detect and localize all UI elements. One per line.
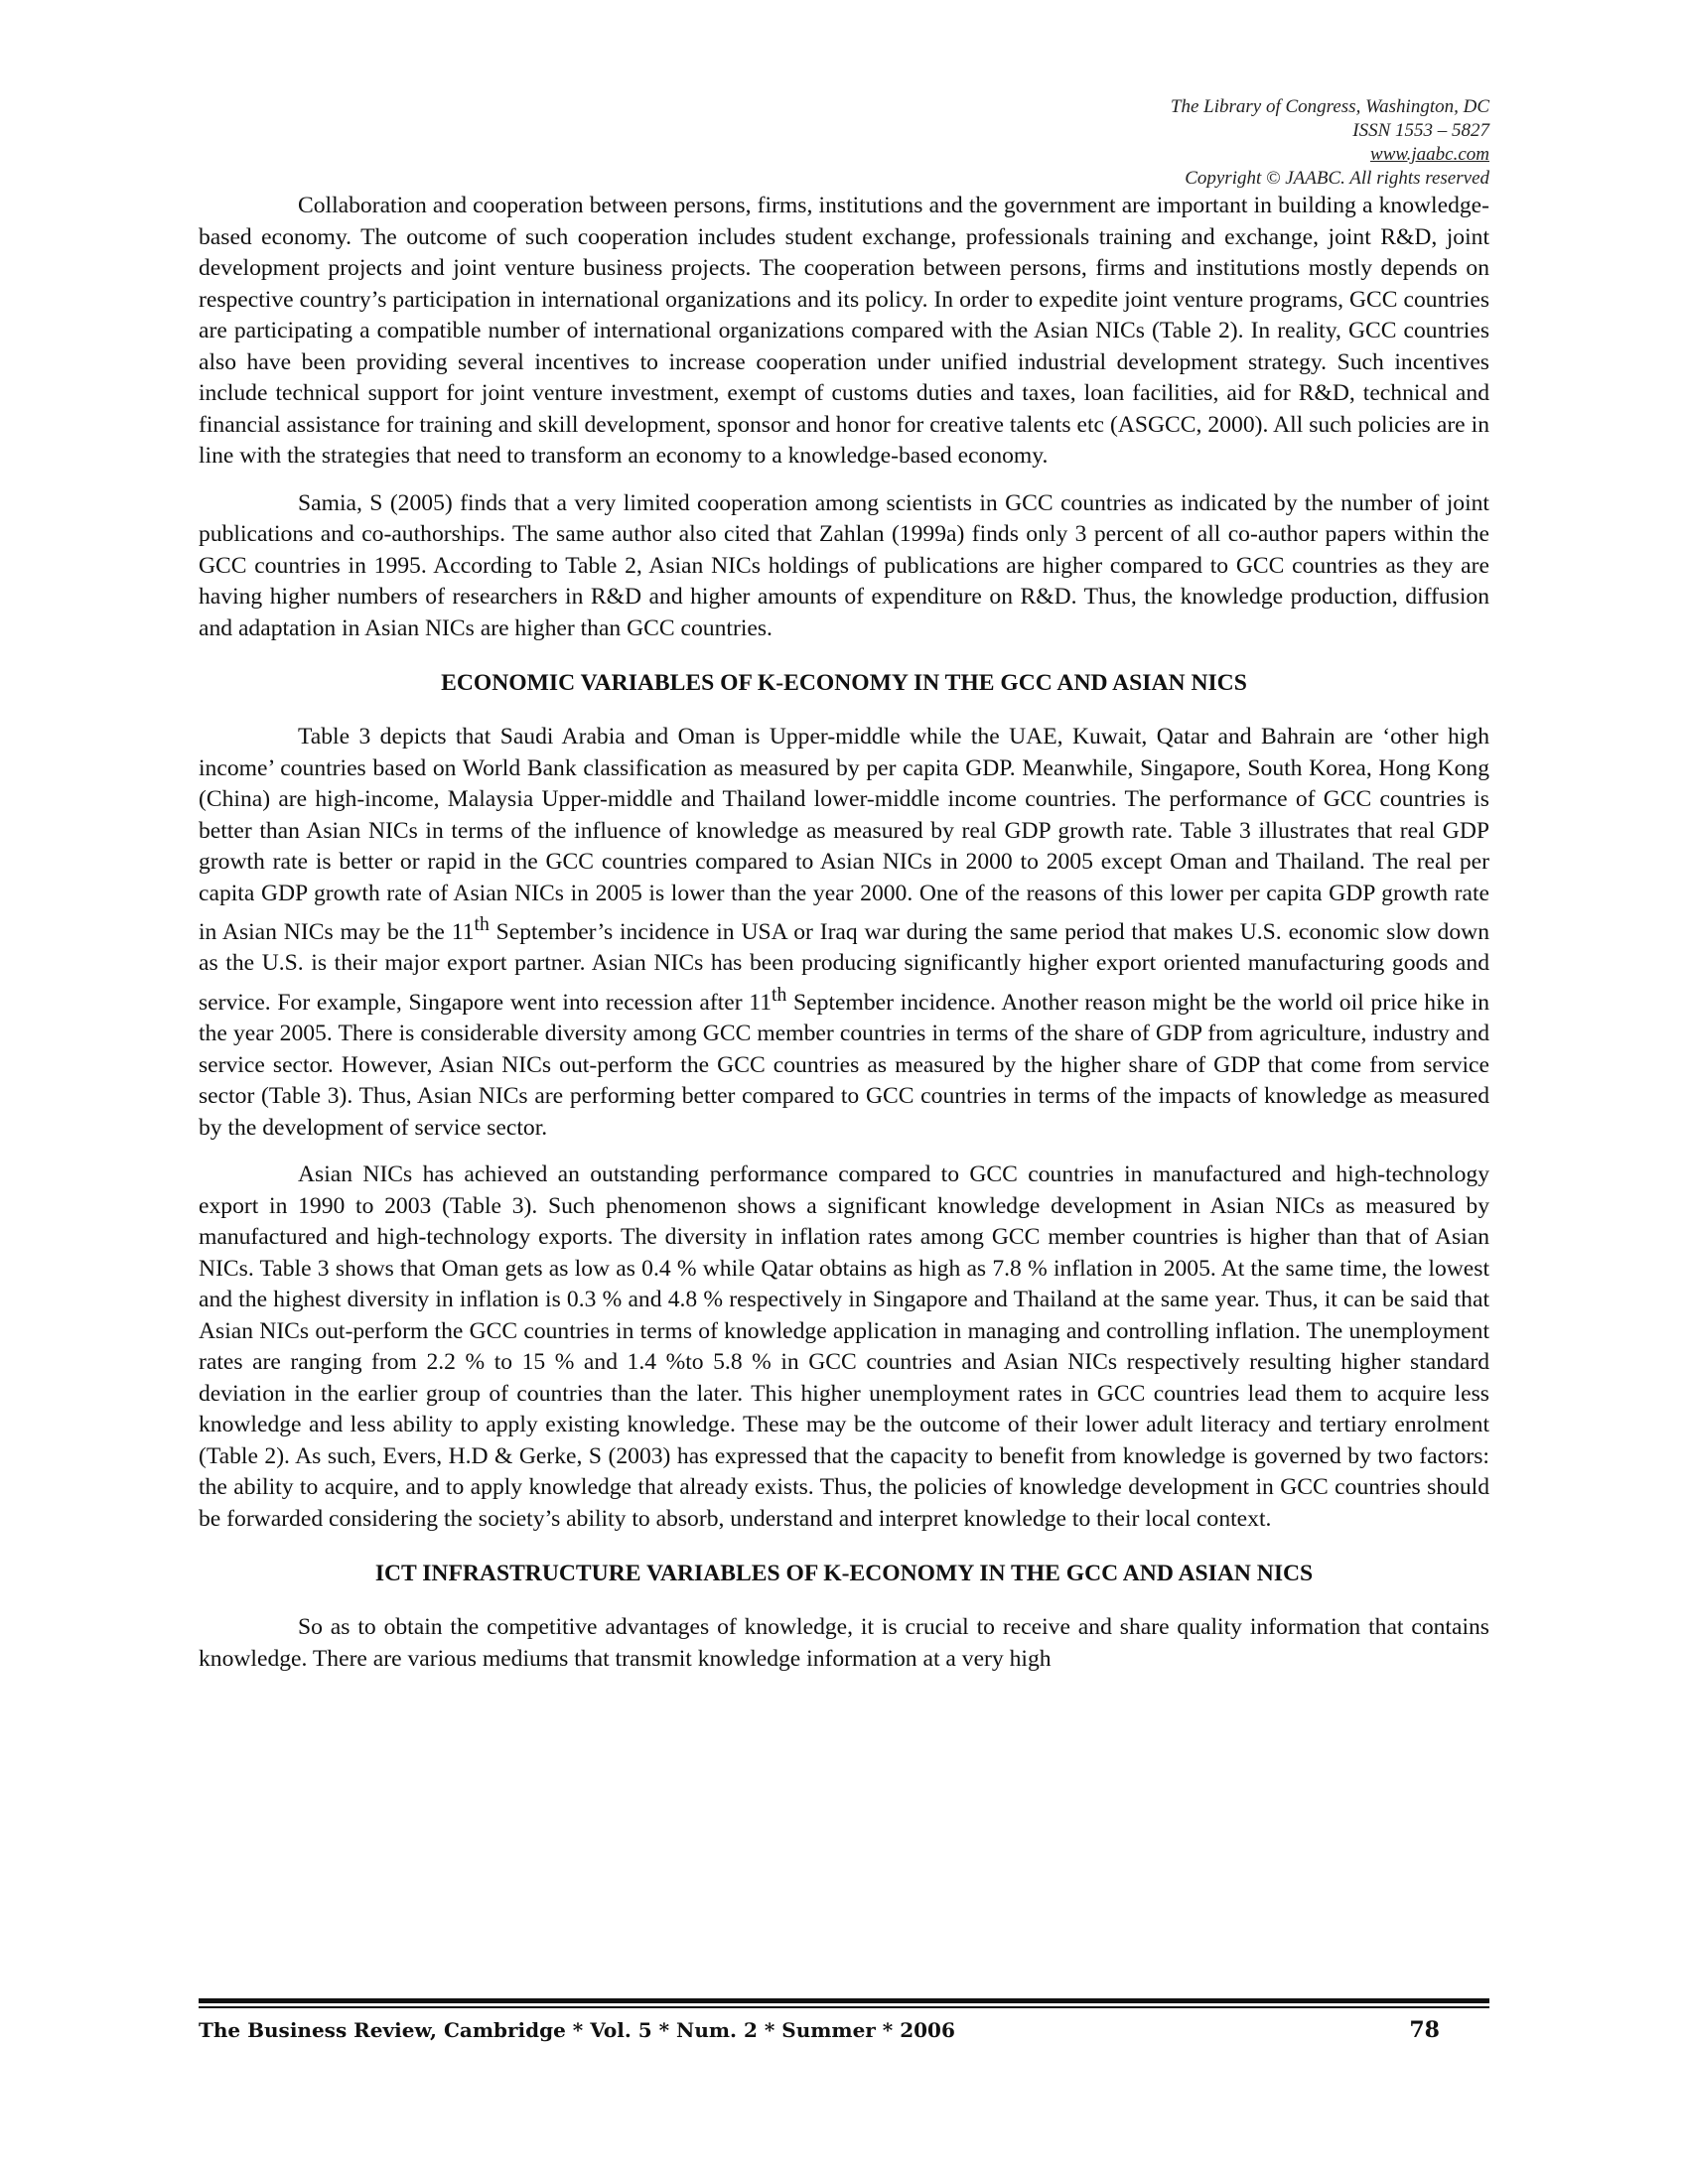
paragraph-table3: [199, 722, 1489, 1144]
footer-journal-info: The Business Review, Cambridge * Vol. 5 * Num. 2 * Summer * 2006: [199, 2018, 955, 2042]
footer-rule-thick: [199, 1998, 1489, 2003]
running-header: [199, 95, 1489, 191]
header-copyright: Copyright © JAABC. All rights reserved: [1185, 168, 1489, 189]
paragraph-collaboration: Collaboration and cooperation between persons, firms, institutions and the government are important in building a knowledge-based economy. The outcome of such cooperation includes student exchange, professionals training and exchange, joint R&D, joint development projects and joint venture business projects. The cooperation between persons, firms and institutions mostly depends on respective country’s participation in international organizations and its policy. In order to expedite joint venture programs, GCC countries are participating a compatible number of international organizations compared with the Asian NICs (Table 2). In reality, GCC countries also have been providing several incentives to increase cooperation under unified industrial development strategy. Such incentives include technical support for joint venture investment, exempt of customs duties and taxes, loan facilities, aid for R&D, technical and financial assistance for training and skill development, sponsor and honor for creative talents etc (ASGCC, 2000). All such policies are in line with the strategies that need to transform an economy to a knowledge-based economy.: [199, 193, 1489, 469]
header-issn: ISSN 1553 – 5827: [1352, 120, 1489, 141]
header-publisher: The Library of Congress, Washington, DC: [1170, 96, 1489, 117]
page-number: 78: [1409, 2017, 1440, 2043]
superscript-th: th: [772, 983, 787, 1006]
page-footer: [199, 1998, 1489, 2043]
paragraph-table3-part3: September incidence. Another reason might be the world oil price hike in the year 2005. There is considerable diversity among GCC member countries in terms of the share of GDP from agriculture, industry and service sector. However, Asian NICs out-perform the GCC countries as measured by the higher share of GDP that come from service sector (Table 3). Thus, Asian NICs are performing better compared to GCC countries in terms of the impacts of knowledge as measured by the development of service sector.: [199, 989, 1489, 1141]
section-heading-economic: ECONOMIC VARIABLES OF K-ECONOMY IN THE GCC AND ASIAN NICS: [441, 670, 1247, 696]
superscript-th: th: [474, 913, 490, 935]
paragraph-table3-part2: September’s incidence in USA or Iraq war during the same period that makes U.S. economic slow down as the U.S. is their major export partner. Asian NICs has been producing significantly higher export oriented manufacturing goods and service. For example, Singapore went into recession after 11: [199, 918, 1489, 1016]
header-website-link[interactable]: www.jaabc.com: [1370, 144, 1489, 165]
footer-rule-thin: [199, 2006, 1489, 2008]
paragraph-table3-part1: Table 3 depicts that Saudi Arabia and Oman is Upper-middle while the UAE, Kuwait, Qatar and Bahrain are ‘other high income’ countries based on World Bank classification as measured by per capita GDP. Meanwhile, Singapore, South Korea, Hong Kong (China) are high-income, Malaysia Upper-middle and Thailand lower-middle income countries. The performance of GCC countries is better than Asian NICs in terms of the influence of knowledge as measured by real GDP growth rate. Table 3 illustrates that real GDP growth rate is better or rapid in the GCC countries compared to Asian NICs in 2000 to 2005 except Oman and Thailand. The real per capita GDP growth rate of Asian NICs in 2005 is lower than the year 2000. One of the reasons of this lower per capita GDP growth rate in Asian NICs may be the 11: [199, 724, 1489, 945]
section-heading-ict: ICT INFRASTRUCTURE VARIABLES OF K-ECONOMY IN THE GCC AND ASIAN NICS: [374, 1561, 1314, 1587]
paragraph-samia: Samia, S (2005) finds that a very limited cooperation among scientists in GCC countries as indicated by the number of joint publications and co-authorships. The same author also cited that Zahlan (1999a) finds only 3 percent of all co-author papers within the GCC countries in 1995. According to Table 2, Asian NICs holdings of publications are higher compared to GCC countries as they are having higher numbers of researchers in R&D and higher amounts of expenditure on R&D. Thus, the knowledge production, diffusion and adaptation in Asian NICs are higher than GCC countries.: [199, 489, 1489, 641]
paragraph-asian-nics: Asian NICs has achieved an outstanding performance compared to GCC countries in manufactured and high-technology export in 1990 to 2003 (Table 3). Such phenomenon shows a significant knowledge development in Asian NICs as measured by manufactured and high-technology exports. The diversity in inflation rates among GCC member countries is higher than that of Asian NICs. Table 3 shows that Oman gets as low as 0.4 % while Qatar obtains as high as 7.8 % inflation in 2005. At the same time, the lowest and the highest diversity in inflation is 0.3 % and 4.8 % respectively in Singapore and Thailand at the same year. Thus, it can be said that Asian NICs out-perform the GCC countries in terms of knowledge application in managing and controlling inflation. The unemployment rates are ranging from 2.2 % to 15 % and 1.4 %to 5.8 % in GCC countries and Asian NICs respectively resulting higher standard deviation in the earlier group of countries than the later. This higher unemployment rates in GCC countries lead them to acquire less knowledge and less ability to apply existing knowledge. These may be the outcome of their lower adult literacy and tertiary enrolment (Table 2). As such, Evers, H.D & Gerke, S (2003) has expressed that the capacity to benefit from knowledge is governed by two factors: the ability to acquire, and to apply knowledge that already exists. Thus, the policies of knowledge development in GCC countries should be forwarded considering the society’s ability to absorb, understand and interpret knowledge to their local context.: [199, 1161, 1489, 1532]
page-content: [199, 95, 1489, 1675]
footer-row: [199, 2017, 1489, 2043]
paragraph-competitive: So as to obtain the competitive advantages of knowledge, it is crucial to receive and share quality information that contains knowledge. There are various mediums that transmit knowledge information at a very high: [199, 1614, 1489, 1672]
